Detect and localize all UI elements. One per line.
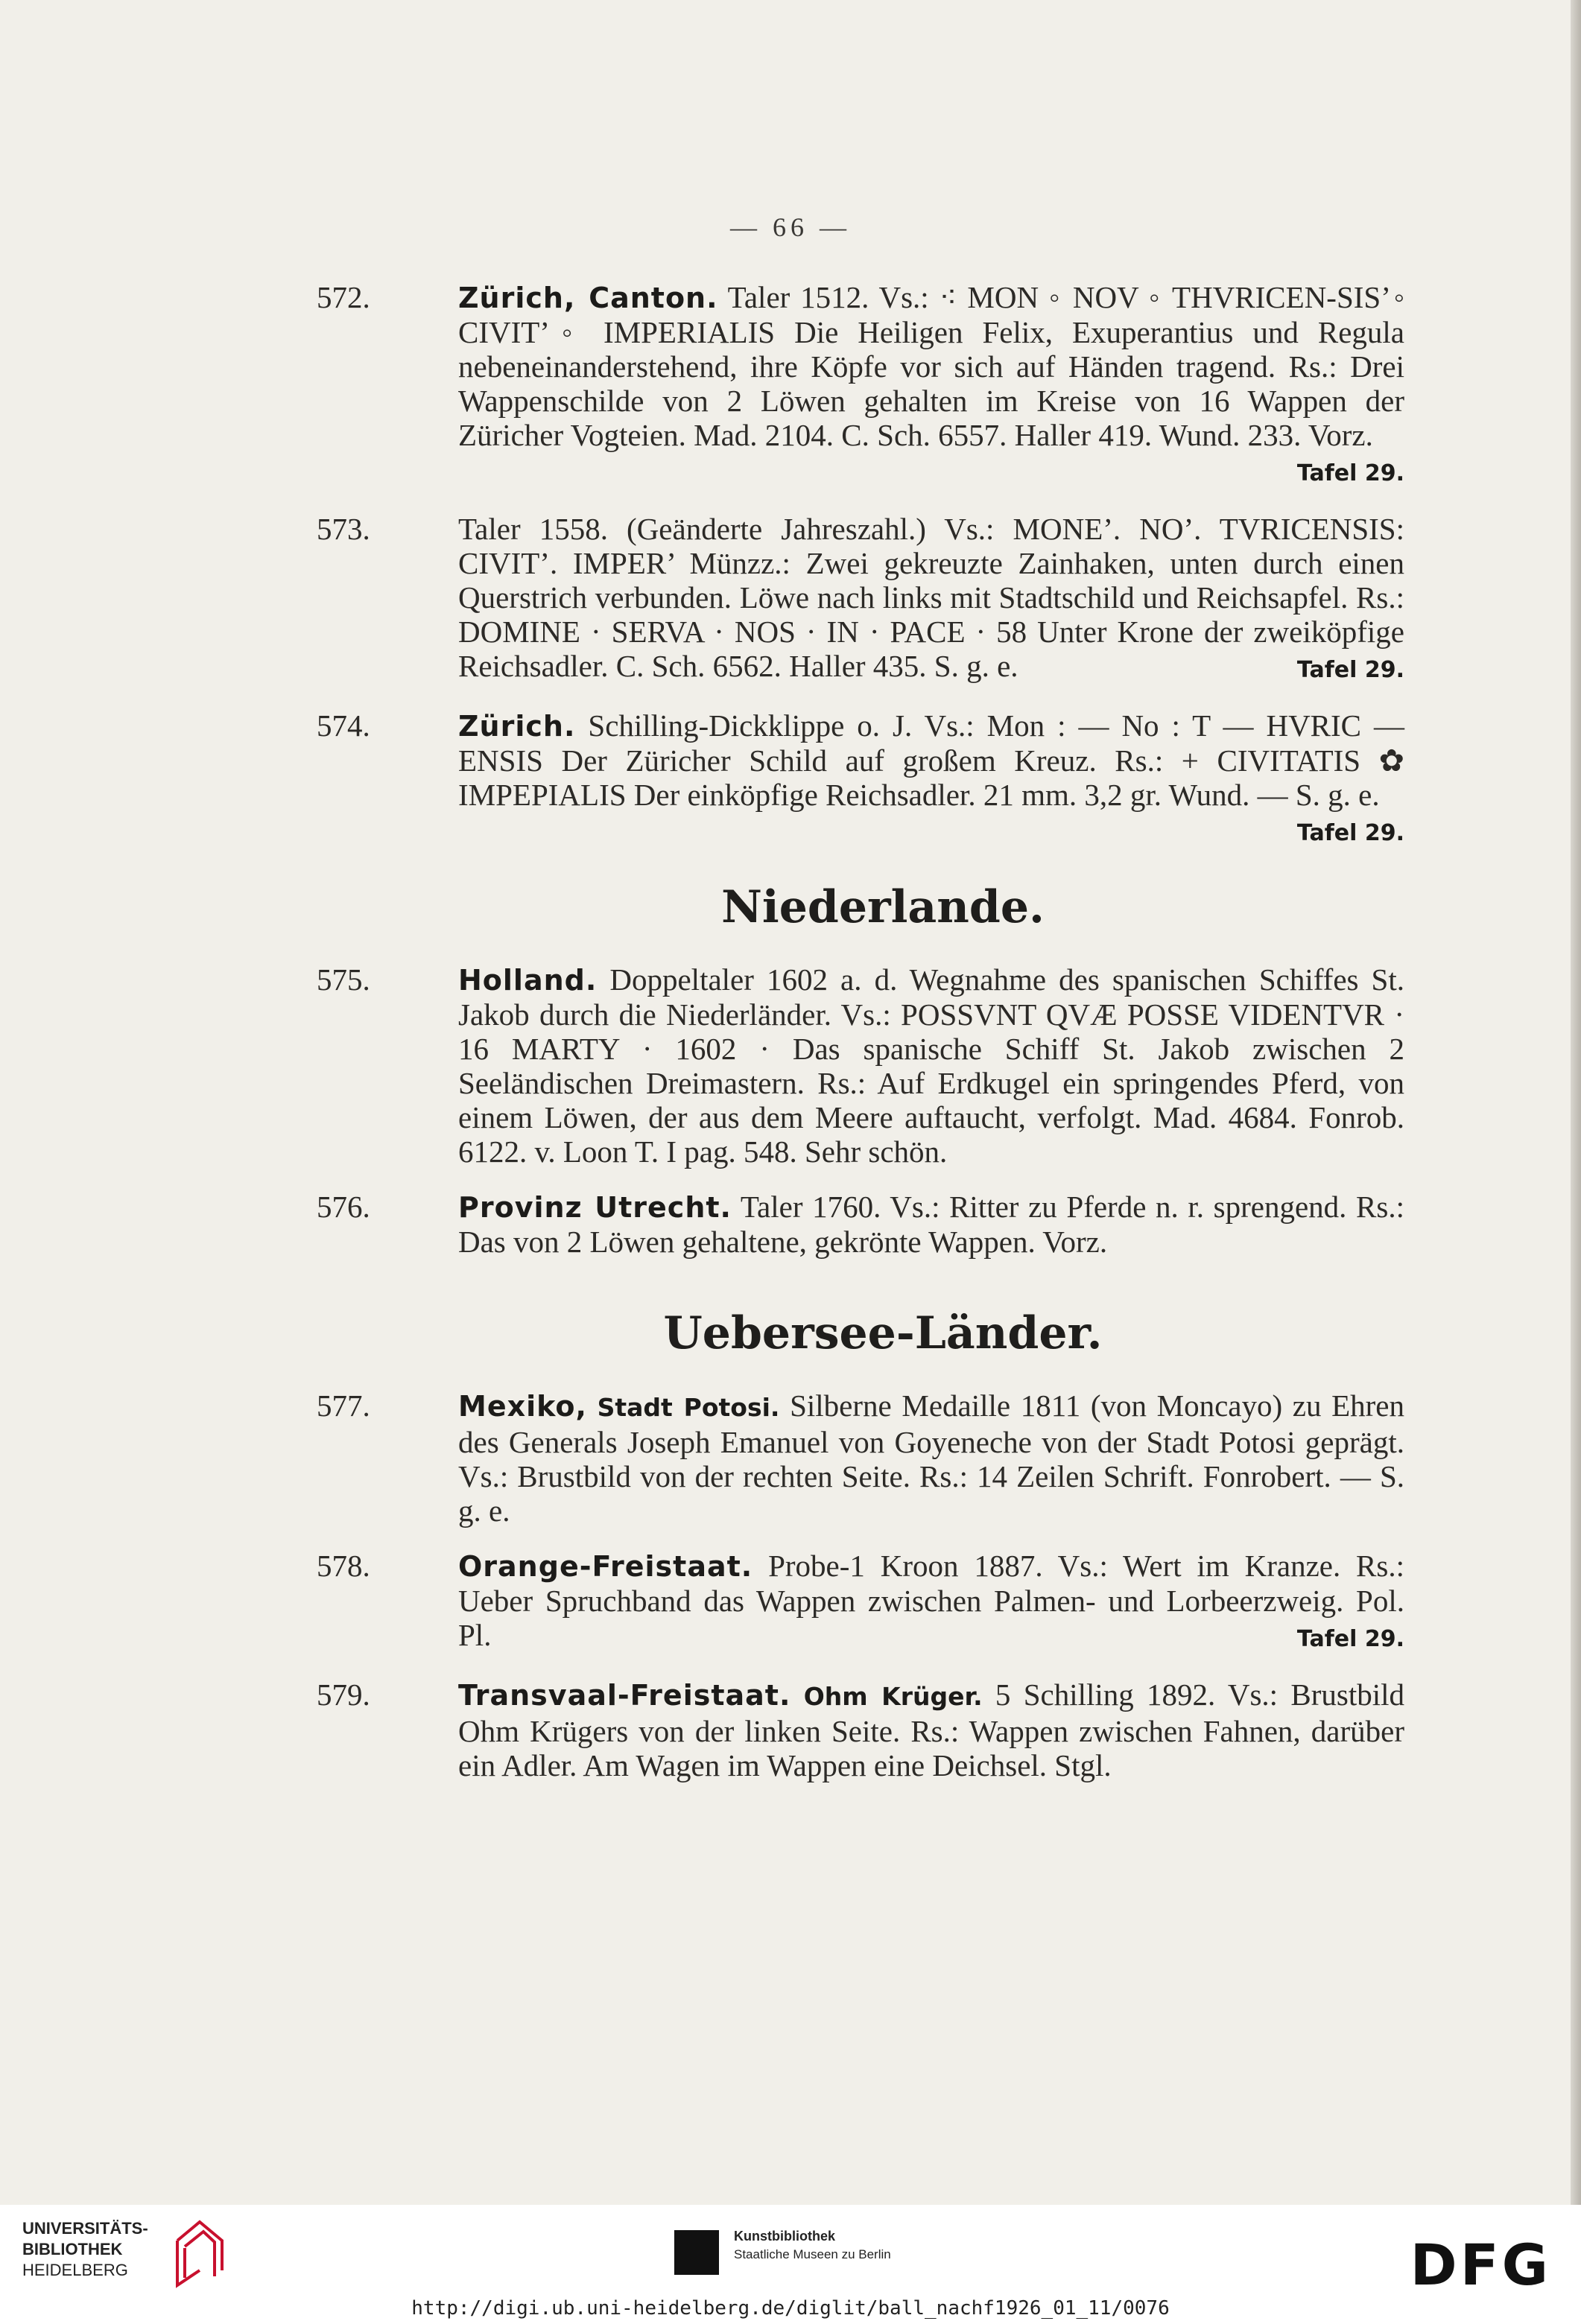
catalog-entry-576 [317,1190,1404,1259]
entry-number: 577. [317,1388,370,1423]
catalog-entry-573 [317,512,1404,688]
catalog-entry-572 [317,280,1404,491]
entry-text: Silberne Medaille 1811 (von Moncayo) zu Ehren des Generals Joseph Emanuel von Goyeneche von der Stadt Potosi geprägt. Vs.: Brustbild von der rechten Seite. Rs.: 14 Zeilen Schrift. Fonrobert. — S. g. e. [458,1388,1405,1528]
entry-keyword: Zürich, Canton. [458,282,718,314]
entry-text: Schilling-Dickklippe o. J. Vs.: Mon : — No : T — HVRIC — ENSIS Der Züricher Schild auf großem Kreuz. Rs.: + CIVITATIS ✿ IMPEPIALIS Der einköpfige Reichsadler. 21 mm. 3,2 gr. Wund. — S. g. e. [458,708,1405,812]
entry-keyword: Holland. [458,964,598,997]
catalog-entry-577 [317,1388,1404,1528]
entry-number: 575. [317,962,370,997]
entry-number: 573. [317,512,370,546]
ub-emblem-icon [155,2218,229,2293]
ub-heidelberg-logo[interactable] [22,2218,246,2308]
section-heading-uebersee: Uebersee-Länder. [663,1307,1103,1359]
permalink-url[interactable]: http://digi.ub.uni-heidelberg.de/diglit/ball_nachf1926_01_11/0076 [411,2297,1170,2320]
tafel-reference: Tafel 29. [1296,820,1404,846]
dfg-logo[interactable]: DFG [1410,2232,1551,2298]
scan-edge-shadow [1571,0,1581,2205]
entry-keyword: Zürich. [458,710,576,743]
catalog-entry-578 [317,1549,1404,1657]
entry-number: 576. [317,1190,370,1224]
catalog-content [317,280,1404,1803]
digitization-footer [0,2205,1581,2324]
ub-line-3: HEIDELBERG [22,2261,128,2279]
tafel-reference: Tafel 29. [1296,657,1404,683]
entry-number: 572. [317,280,370,314]
kunstbibliothek-mark-icon [674,2230,719,2275]
kunstbibliothek-logo[interactable] [674,2226,942,2285]
entry-keyword: Provinz Utrecht. [458,1191,732,1224]
catalog-entry-575 [317,962,1404,1169]
entry-text: Taler 1512. Vs.: ⁖ MON ◦ NOV ◦ THVRICEN-SIS’◦ CIVIT’◦ IMPERIALIS Die Heiligen Felix, Exuperantius und Regula nebeneinanderstehend, ihre Köpfe vor sich auf Händen tragend. Rs.: Drei Wappenschilde von 2 Löwen gehalten im Kreise von 16 Wappen der Züricher Vogteien. Mad. 2104. C. Sch. 6557. Haller 419. Wund. 233. Vorz. [458,280,1404,452]
entry-subkeyword: Ohm Krüger. [803,1682,983,1711]
kunstbibliothek-text [734,2227,891,2264]
entry-number: 574. [317,708,370,743]
entry-text: Probe-1 Kroon 1887. Vs.: Wert im Kranze. Rs.: Ueber Spruchband das Wappen zwischen Palmen- und Lorbeerzweig. Pol. Pl. [458,1549,1404,1652]
entry-text: Taler 1760. Vs.: Ritter zu Pferde n. r. sprengend. Rs.: Das von 2 Löwen gehaltene, gekrönte Wappen. Vorz. [458,1190,1404,1259]
tafel-reference: Tafel 29. [1296,1626,1404,1652]
entry-number: 579. [317,1677,370,1712]
ub-line-1: UNIVERSITÄTS- [22,2219,148,2238]
kb-line-2: Staatliche Museen zu Berlin [734,2247,891,2261]
tafel-reference: Tafel 29. [1296,460,1404,486]
page-number: — 66 — [730,212,851,242]
ub-line-2: BIBLIOTHEK [22,2240,123,2258]
catalog-entry-574 [317,708,1404,851]
section-heading-niederlande: Niederlande. [721,881,1045,933]
entry-number: 578. [317,1549,370,1583]
entry-keyword: Mexiko, [458,1390,587,1423]
entry-keyword: Orange-Freistaat. [458,1550,753,1583]
entry-text: Doppeltaler 1602 a. d. Wegnahme des spanischen Schiffes St. Jakob durch die Niederländer. Vs.: POSSVNT QVÆ POSSE VIDENTVR · 16 MARTY · 1602 · Das spanische Schiff St. Jakob zwischen 2 Seeländischen Dreimastern. Rs.: Auf Erdkugel ein springendes Pferd, von einem Löwen, der aus dem Meere auftaucht, verfolgt. Mad. 4684. Fonrob. 6122. v. Loon T. I pag. 548. Sehr schön. [458,962,1404,1169]
catalog-entry-579 [317,1677,1404,1782]
entry-keyword: Transvaal-Freistaat. [458,1679,791,1712]
entry-text: Taler 1558. (Geänderte Jahreszahl.) Vs.: MONE’. NO’. TVRICENSIS: CIVIT’. IMPER’ Münzz.: Zwei gekreuzte Zainhaken, unten durch einen Querstrich verbunden. Löwe nach links mit Stadtschild und Reichsapfel. Rs.: DOMINE · SERVA · NOS · IN · PACE · 58 Unter Krone der zweiköpfige Reichsadler. C. Sch. 6562. Haller 435. S. g. e. [458,512,1404,683]
entry-text: 5 Schilling 1892. Vs.: Brustbild Ohm Krügers von der linken Seite. Rs.: Wappen zwischen Fahnen, darüber ein Adler. Am Wagen im Wappen eine Deichsel. Stgl. [458,1677,1404,1782]
entry-subkeyword: Stadt Potosi. [597,1393,780,1422]
kb-line-1: Kunstbibliothek [734,2229,835,2244]
